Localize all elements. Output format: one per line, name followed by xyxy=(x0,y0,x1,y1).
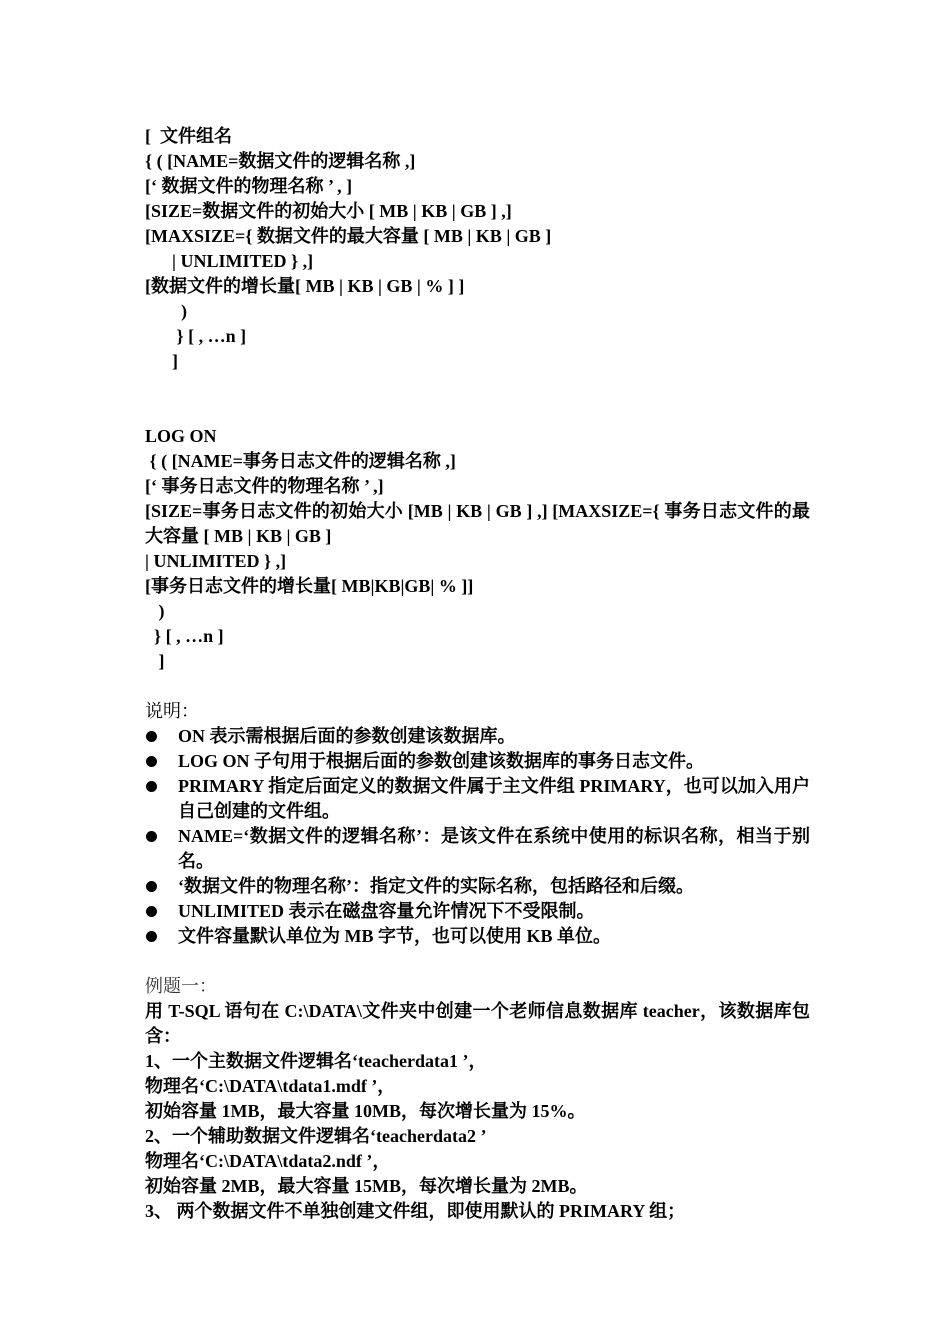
bullet-icon xyxy=(146,881,157,892)
filegroup-syntax-block xyxy=(145,124,810,374)
example-line: 1、一个主数据文件逻辑名‘teacherdata1 ’， xyxy=(145,1051,487,1071)
bullet-icon xyxy=(146,931,157,942)
list-item xyxy=(145,899,810,924)
syntax-line: [SIZE=数据文件的初始大小 [ MB | KB | GB ] ,] xyxy=(145,201,512,221)
bullet-icon xyxy=(146,906,157,917)
example-line: 物理名‘C:\DATA\tdata1.mdf ’， xyxy=(145,1076,396,1096)
syntax-line: LOG ON xyxy=(145,426,217,446)
example-line: 物理名‘C:\DATA\tdata2.ndf ’， xyxy=(145,1151,391,1171)
list-item xyxy=(145,874,810,899)
list-item-text: 文件容量默认单位为 MB 字节，也可以使用 KB 单位。 xyxy=(178,926,611,946)
bullet-icon xyxy=(146,756,157,767)
syntax-line: } [ , …n ] xyxy=(145,326,247,346)
explanation-heading: 说明： xyxy=(145,701,199,721)
syntax-line: ) xyxy=(145,301,187,321)
syntax-line: [MAXSIZE={ 数据文件的最大容量 [ MB | KB | GB ] xyxy=(145,226,552,246)
list-item-text: ON 表示需根据后面的参数创建该数据库。 xyxy=(178,726,516,746)
list-item-text: PRIMARY 指定后面定义的数据文件属于主文件组 PRIMARY，也可以加入用户自己创建的文件组。 xyxy=(178,776,810,821)
syntax-line: { ( [NAME=事务日志文件的逻辑名称 ,] xyxy=(145,451,456,471)
log-syntax-block xyxy=(145,424,810,674)
explanation-section xyxy=(145,699,810,949)
list-item xyxy=(145,724,810,749)
spacer xyxy=(145,674,810,699)
bullet-icon xyxy=(146,731,157,742)
syntax-line: [数据文件的增长量[ MB | KB | GB | % ] ] xyxy=(145,276,465,296)
example-section xyxy=(145,974,810,1224)
syntax-line: [ 文件组名 xyxy=(145,126,232,146)
example-intro: 用 T-SQL 语句在 C:\DATA\文件夹中创建一个老师信息数据库 teacher，该数据库包含： xyxy=(145,1001,810,1046)
bullet-icon xyxy=(146,831,157,842)
syntax-line: ] xyxy=(145,651,165,671)
list-item-text: ‘数据文件的物理名称’：指定文件的实际名称，包括路径和后缀。 xyxy=(178,876,694,896)
syntax-line: [‘ 数据文件的物理名称 ’ , ] xyxy=(145,176,353,196)
syntax-line: ) xyxy=(145,601,165,621)
list-item-text: LOG ON 子句用于根据后面的参数创建该数据库的事务日志文件。 xyxy=(178,751,705,771)
list-item-text: UNLIMITED 表示在磁盘容量允许情况下不受限制。 xyxy=(178,901,595,921)
document-body xyxy=(145,124,810,1224)
syntax-line: | UNLIMITED } ,] xyxy=(145,551,287,571)
example-line: 初始容量 2MB，最大容量 15MB，每次增长量为 2MB。 xyxy=(145,1176,588,1196)
syntax-line: ] xyxy=(145,351,178,371)
list-item-text: NAME=‘数据文件的逻辑名称’：是该文件在系统中使用的标识名称，相当于别名。 xyxy=(178,826,810,871)
list-item xyxy=(145,924,810,949)
syntax-line: [事务日志文件的增长量[ MB|KB|GB| % ]] xyxy=(145,576,474,596)
syntax-line: | UNLIMITED } ,] xyxy=(145,251,314,271)
example-heading: 例题一： xyxy=(145,976,217,996)
list-item xyxy=(145,824,810,874)
syntax-line: [SIZE=事务日志文件的初始大小 [MB | KB | GB ] ,] [MAXSIZE={ 事务日志文件的最大容量 [ MB | KB | GB ] xyxy=(145,501,810,546)
syntax-line: [‘ 事务日志文件的物理名称 ’ ,] xyxy=(145,476,384,496)
example-line: 3、 两个数据文件不单独创建文件组，即使用默认的 PRIMARY 组； xyxy=(145,1201,686,1221)
spacer xyxy=(145,949,810,974)
list-item xyxy=(145,749,810,774)
explanation-list xyxy=(145,724,810,949)
syntax-line: { ( [NAME=数据文件的逻辑名称 ,] xyxy=(145,151,416,171)
example-line: 初始容量 1MB，最大容量 10MB，每次增长量为 15%。 xyxy=(145,1101,586,1121)
spacer xyxy=(145,374,810,424)
list-item xyxy=(145,774,810,824)
bullet-icon xyxy=(146,781,157,792)
syntax-line: } [ , …n ] xyxy=(145,626,224,646)
example-line: 2、一个辅助数据文件逻辑名‘teacherdata2 ’ xyxy=(145,1126,487,1146)
